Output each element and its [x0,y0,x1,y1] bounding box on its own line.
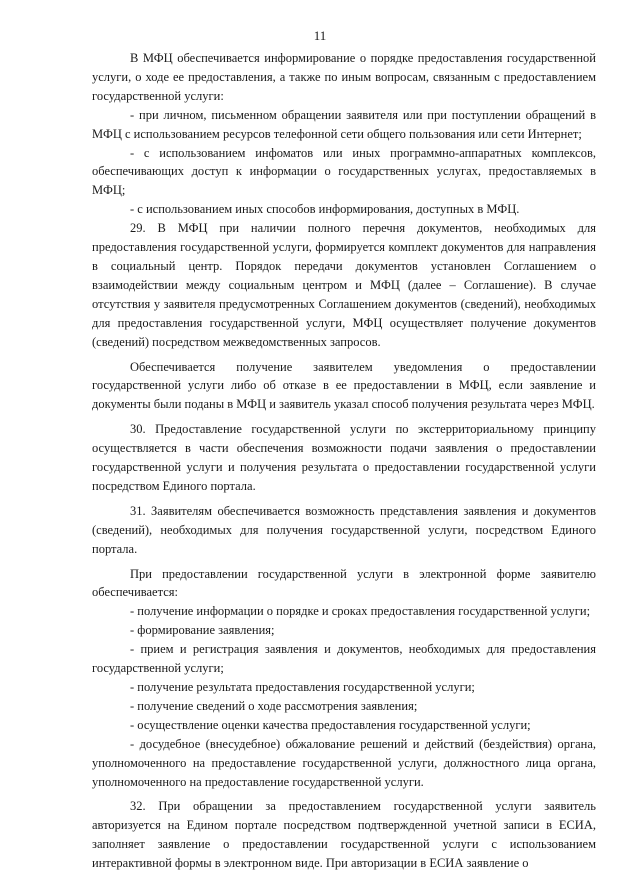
list-item-quality: - осуществление оценки качества предоставления государственной услуги; [130,717,531,732]
list-item-result: - получение результата предоставления государственной услуги; [130,680,475,694]
document-body [92,49,596,873]
list-item-personal-request: - при личном, письменном обращении заявителя или при поступлении обращений в МФЦ с использованием ресурсов телефонной сети общего пользования или сети Интернет; [92,107,596,141]
list-item-appeal: - досудебное (внесудебное) обжалование решений и действий (бездействия) органа, уполномоченного на предоставление государственной услуги, должностного лица органа, уполномоченного на предоставление государственной услуги. [92,736,596,789]
page-number: 11 [313,28,327,43]
list-item-registration: - прием и регистрация заявления и документов, необходимых для предоставления государственной услуги; [92,642,596,676]
paragraph-mfc-informing: В МФЦ обеспечивается информирование о порядке предоставления государственной услуги, о ходе ее предоставления, а также по иным вопросам, связанным с предоставлением государственной услуги: [92,51,596,103]
list-item-info-procedure: - получение информации о порядке и сроках предоставления государственной услуги; [130,604,591,619]
list-item-form-application: - формирование заявления; [130,623,275,638]
list-item-progress: - получение сведений о ходе рассмотрения заявления; [130,698,418,713]
list-item-infomats: - с использованием инфоматов или иных программно-аппаратных комплексов, обеспечивающих доступ к информации о государственных услугах, предоставляемых в МФЦ; [92,145,596,198]
paragraph-31: 31. Заявителям обеспечивается возможность представления заявления и документов (сведений), необходимых для получения государственной услуги, посредством Единого портала. [92,503,596,556]
paragraph-electronic-form: При предоставлении государственной услуги в электронной форме заявителю обеспечивается: [92,566,596,600]
paragraph-29: 29. В МФЦ при наличии полного перечня документов, необходимых для предоставления государственной услуги, формируется комплект документов для направления в социальный центр. Порядок передачи документов установлен Соглашением о взаимодействии между социальным центром и МФЦ (далее – Соглашение). В случае отсутствия у заявителя предусмотренных Соглашением документов (сведений), необходимых для предоставления государственной услуги, МФЦ осуществляет получение документов (сведений) посредством межведомственных запросов. [92,221,596,349]
paragraph-30: 30. Предоставление государственной услуги по экстерриториальному принципу осуществляется в части обеспечения возможности подачи заявления о предоставлении государственной услуги и получения результата о предоставлении государственной услуги посредством Единого портала. [92,422,596,493]
paragraph-32: 32. При обращении за предоставлением государственной услуги заявитель авторизуется на Едином портале посредством подтвержденной учетной записи в ЕСИА, заполняет заявление о предоставлении государственной услуги с использованием интерактивной формы в электронном виде. При авторизации в ЕСИА заявление о [92,799,596,871]
list-item-other-methods: - с использованием иных способов информирования, доступных в МФЦ. [130,202,520,217]
paragraph-notification: Обеспечивается получение заявителем уведомления о предоставлении государственной услуги либо об отказе в ее предоставлении в МФЦ, если заявление и документы были поданы в МФЦ и заявитель указал способ получения результата через МФЦ. [92,359,596,412]
